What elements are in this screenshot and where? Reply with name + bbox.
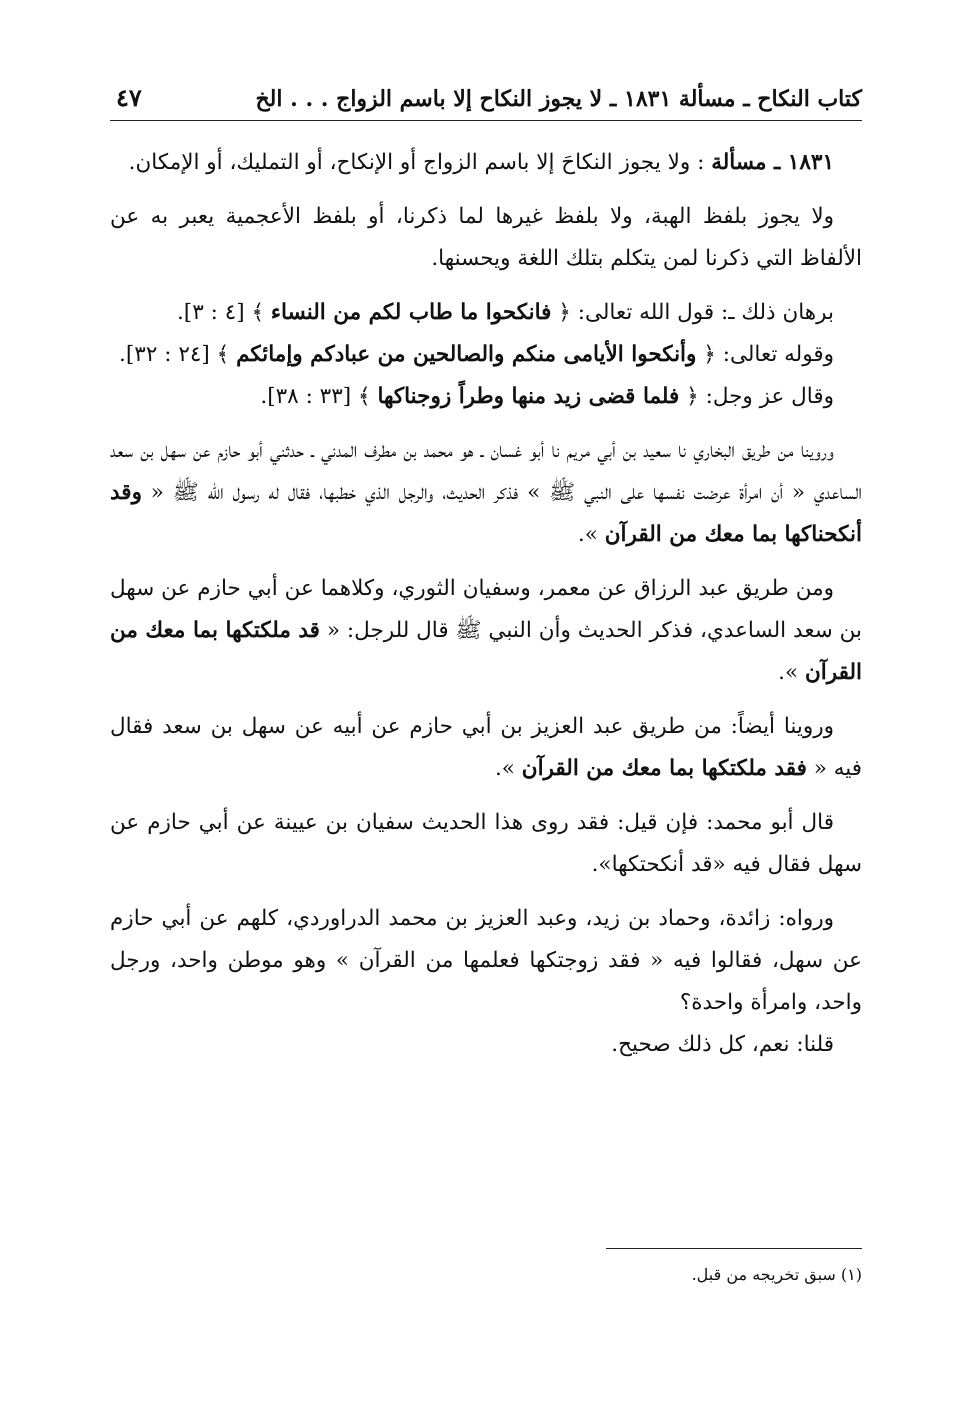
paragraph-proof-verse-1 (110, 292, 862, 334)
paragraph-issue-1831 (110, 142, 862, 184)
hadith-chain: ومن طريق عبد الرزاق عن معمر، وسفيان الثوري، وكلاهما عن أبي حازم عن سهل بن سعد الساعدي، فذكر الحديث وأن النبي ﷺ قال للرجل: « (110, 576, 862, 643)
paragraph-proof-verse-3 (110, 376, 862, 418)
verse-reference: ﴾ [٣٣ : ٣٨]. (260, 384, 371, 409)
quote-close: ». (494, 756, 515, 781)
hadith-chain: وروينا أيضاً: من طريق عبد العزيز بن أبي حازم عن أبيه عن سهل بن سعد فقال فيه « (110, 714, 862, 781)
main-text (110, 142, 862, 1078)
paragraph-objection: قال أبو محمد: فإن قيل: فقد روى هذا الحديث سفيان بن عيينة عن أبي حازم عن سهل فقال فيه «قد أنكحتكها». (110, 810, 862, 877)
footnote-divider (606, 1248, 862, 1249)
footnote: (١) سبق تخريجه من قبل. (691, 1265, 862, 1284)
hadith-quote: فقد ملكتكها بما معك من القرآن (521, 756, 807, 781)
verse-reference: ﴾ [٤ : ٣]. (176, 300, 265, 325)
hadith-quote: قد ملكتكها بما معك من القرآن (110, 618, 862, 685)
book-page (110, 0, 862, 1409)
issue-number: ١٨٣١ ـ مسألة (711, 150, 834, 175)
verse-intro: وقال عز وجل: ﴿ (686, 384, 834, 409)
running-title: كتاب النكاح ـ مسألة ١٨٣١ ـ لا يجوز النكاح إلا باسم الزواج . . . الخ (255, 86, 862, 112)
paragraph-prohibition: ولا يجوز بلفظ الهبة، ولا بلفظ غيرها لما ذكرنا، أو بلفظ الأعجمية يعبر به عن الألفاظ التي ذكرنا لمن يتكلم بتلك اللغة ويحسنها. (110, 204, 862, 271)
quran-verse: وأنكحوا الأيامى منكم والصالحين من عبادكم وإمائكم (236, 342, 697, 367)
verse-intro: برهان ذلك ـ: قول الله تعالى: ﴿ (558, 300, 834, 325)
verse-intro: وقوله تعالى: ﴿ (703, 342, 834, 367)
running-header (110, 68, 862, 121)
hadith-quote: وقد أنكحناكها بما معك من القرآن (110, 480, 862, 547)
verse-reference: ﴾ [٢٤ : ٣٢]. (119, 342, 230, 367)
quran-verse: فانكحوا ما طاب لكم من النساء (270, 300, 552, 325)
paragraph-narrators: ورواه: زائدة، وحماد بن زيد، وعبد العزيز بن محمد الدراوردي، كلهم عن أبي حازم عن سهل، فقالوا فيه « فقد زوجتكها فعلمها من القرآن » وهو موطن واحد، ورجل واحد، وامرأة واحدة؟ (110, 906, 862, 1015)
quote-close: ». (778, 660, 799, 685)
quran-verse: فلما قضى زيد منها وطراً زوجناكها (377, 384, 680, 409)
paragraph-bukhari-hadith (110, 430, 862, 556)
page-number: ٤٧ (116, 83, 142, 112)
paragraph-abdulrazzaq-hadith (110, 568, 862, 694)
issue-statement: : ولا يجوز النكاحَ إلا باسم الزواج أو الإنكاح، أو التمليك، أو الإمكان. (128, 150, 705, 175)
hadith-chain: وروينا من طريق البخاري نا سعيد بن أبي مريم نا أبو غسان ـ هو محمد بن مطرف المدني ـ حدثني أبو حازم عن سهل بن سعد الساعدي « أن امرأة عرضت نفسها على النبي ﷺ » فذكر الحديث، والرجل الذي خطبها، فقال له رسول الله ﷺ « (110, 438, 862, 505)
paragraph-abdulaziz-hadith (110, 706, 862, 790)
quote-close: ». (577, 522, 598, 547)
paragraph-answer: قلنا: نعم، كل ذلك صحيح. (611, 1032, 834, 1057)
paragraph-proof-verse-2 (110, 334, 862, 376)
